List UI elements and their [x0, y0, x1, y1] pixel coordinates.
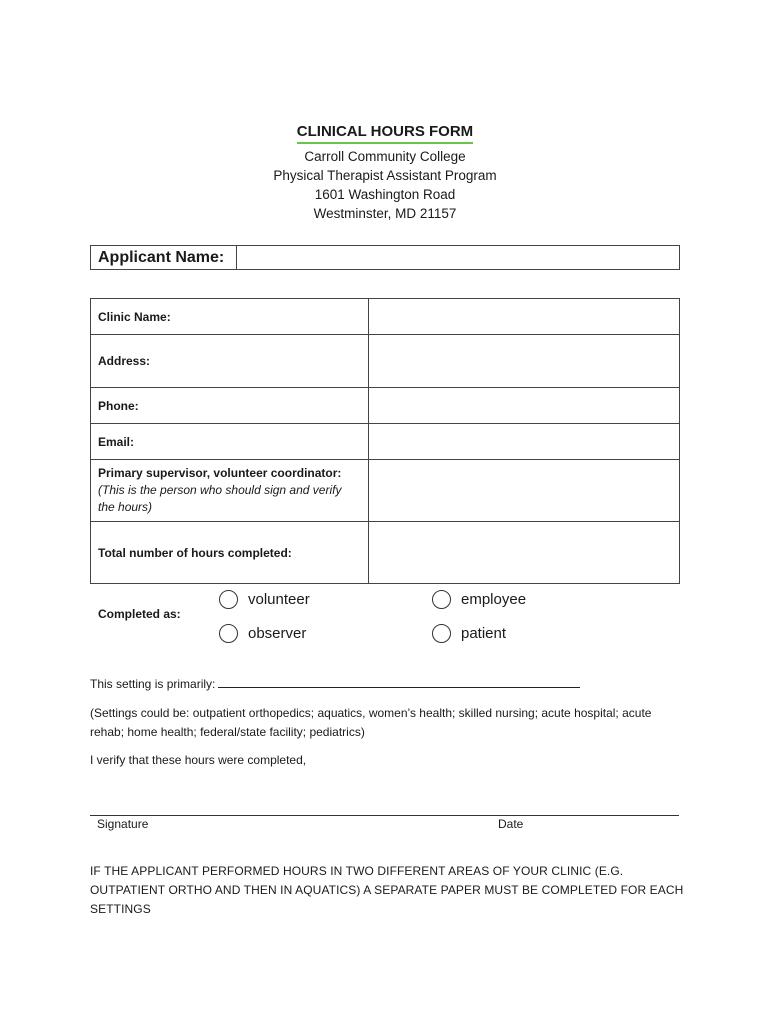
- verify-text: I verify that these hours were completed,: [90, 753, 307, 767]
- radio-employee-label: employee: [461, 591, 527, 608]
- supervisor-label-cell: [91, 460, 369, 522]
- applicant-name-row: [90, 245, 680, 270]
- radio-employee[interactable]: [432, 590, 526, 609]
- setting-row: [90, 675, 690, 694]
- city-state-zip: Westminster, MD 21157: [313, 206, 457, 221]
- radio-patient-label: patient: [461, 625, 507, 642]
- clinic-info-table: [90, 298, 680, 584]
- college-name: Carroll Community College: [304, 149, 466, 164]
- phone-field[interactable]: [369, 388, 680, 424]
- email-field[interactable]: [369, 424, 680, 460]
- setting-label: This setting is primarily:: [90, 677, 216, 691]
- radio-circle-icon: [432, 624, 451, 643]
- table-row: [91, 460, 680, 522]
- form-title: CLINICAL HOURS FORM: [297, 122, 473, 144]
- clinic-name-label: Clinic Name:: [91, 299, 369, 335]
- street-address: 1601 Washington Road: [314, 187, 456, 202]
- applicant-name-label: Applicant Name:: [91, 246, 237, 269]
- signature-label: Signature: [97, 817, 149, 831]
- radio-volunteer[interactable]: [219, 590, 310, 609]
- completed-as-label: Completed as:: [98, 607, 181, 621]
- table-row: [91, 335, 680, 388]
- phone-label: Phone:: [91, 388, 369, 424]
- applicant-name-field[interactable]: [237, 246, 679, 269]
- email-label: Email:: [91, 424, 369, 460]
- supervisor-note: (This is the person who should sign and verify the hours): [98, 483, 342, 514]
- radio-patient[interactable]: [432, 624, 506, 643]
- radio-observer[interactable]: [219, 624, 306, 643]
- radio-volunteer-label: volunteer: [248, 591, 310, 608]
- radio-circle-icon: [219, 624, 238, 643]
- total-hours-field[interactable]: [369, 522, 680, 584]
- setting-input-line[interactable]: [218, 675, 580, 688]
- date-label: Date: [498, 817, 524, 831]
- radio-circle-icon: [432, 590, 451, 609]
- address-field[interactable]: [369, 335, 680, 388]
- address-label: Address:: [91, 335, 369, 388]
- radio-observer-label: observer: [248, 625, 307, 642]
- settings-note: (Settings could be: outpatient orthopedics; aquatics, women’s health; skilled nursing; acute hospital; acute rehab; home health; federal/state facility; pediatrics): [90, 706, 652, 739]
- form-header: [0, 122, 770, 223]
- table-row: [91, 522, 680, 584]
- signature-line[interactable]: [90, 815, 679, 816]
- table-row: [91, 424, 680, 460]
- table-row: [91, 388, 680, 424]
- supervisor-label: Primary supervisor, volunteer coordinator:: [98, 466, 342, 480]
- total-hours-label: Total number of hours completed:: [91, 522, 369, 584]
- table-row: [91, 299, 680, 335]
- program-name: Physical Therapist Assistant Program: [273, 168, 497, 183]
- supervisor-field[interactable]: [369, 460, 680, 522]
- radio-circle-icon: [219, 590, 238, 609]
- separate-paper-note: IF THE APPLICANT PERFORMED HOURS IN TWO DIFFERENT AREAS OF YOUR CLINIC (E.G. OUTPATIENT ORTHO AND THEN IN AQUATICS) A SEPARATE PAPER MUST BE COMPLETED FOR EACH SETTINGS: [90, 864, 684, 916]
- clinic-name-field[interactable]: [369, 299, 680, 335]
